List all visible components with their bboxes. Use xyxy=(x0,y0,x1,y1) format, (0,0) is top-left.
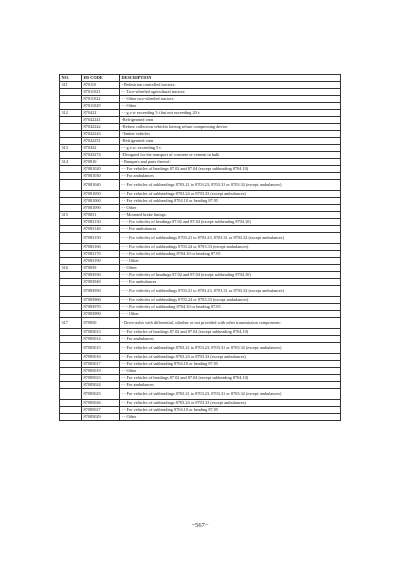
table-row xyxy=(60,354,341,361)
cell-no xyxy=(60,329,82,336)
cell-no xyxy=(60,166,82,173)
cell-description: - - For vehicles of subheadings 8703.24 or 8703.33 (except ambulances) xyxy=(120,354,341,361)
cell-hs-code: 87085025 xyxy=(82,389,120,400)
header-hs-code: HS CODE xyxy=(82,75,120,82)
cell-description: - - - For vehicles of subheading 8704.10 or heading 87.05 xyxy=(120,251,341,258)
cell-hs-code: 87085027 xyxy=(82,407,120,414)
cell-description: - - For vehicles of subheadings 8703.24 or 8703.33 (except ambulances) xyxy=(120,400,341,407)
table-row xyxy=(60,226,341,233)
table-row xyxy=(60,89,341,96)
cell-description: - - - For ambulances xyxy=(120,226,341,233)
table-row xyxy=(60,205,341,212)
cell-description: - - Other xyxy=(120,368,341,375)
table-row xyxy=(60,166,341,173)
table-row xyxy=(60,103,341,110)
table-header-row xyxy=(60,75,341,82)
table-row xyxy=(60,82,341,89)
cell-hs-code: 870810 xyxy=(82,159,120,166)
header-no: NO. xyxy=(60,75,82,82)
cell-hs-code: 87081060 xyxy=(82,198,120,205)
table-row xyxy=(60,297,341,304)
cell-description: - Pedestrian controlled tractors: xyxy=(120,82,341,89)
table-row xyxy=(60,329,341,336)
cell-no xyxy=(60,103,82,110)
cell-no xyxy=(60,400,82,407)
table-row xyxy=(60,145,341,152)
cell-description: - - Other xyxy=(120,103,341,110)
cell-description: - - For vehicles of subheadings 8703.24 or 8703.33 (except ambulances) xyxy=(120,191,341,198)
cell-no xyxy=(60,251,82,258)
cell-description: -Refrigerated vans xyxy=(120,117,341,124)
cell-description: - Bumpers and parts thereof: xyxy=(120,159,341,166)
cell-hs-code: 87011022 xyxy=(82,96,120,103)
tariff-table xyxy=(59,74,341,421)
cell-description: - - For vehicles of subheadings 8703.21 to 8703.23, 8703.31 or 8703.32 (except ambulances) xyxy=(120,343,341,354)
cell-description: - - For vehicles of headings 87.02 and 87.04 (except subheading 8704.10) xyxy=(120,329,341,336)
table-row xyxy=(60,286,341,297)
cell-description: - - - Other xyxy=(120,311,341,318)
cell-hs-code: 870850 xyxy=(82,318,120,329)
cell-no xyxy=(60,244,82,251)
cell-description: - - For vehicles of subheading 8704.10 or heading 87.05 xyxy=(120,407,341,414)
table-row xyxy=(60,368,341,375)
cell-hs-code: 87042242 xyxy=(82,124,120,131)
cell-hs-code: 87083160 xyxy=(82,244,120,251)
cell-no xyxy=(60,226,82,233)
cell-hs-code: 87085015 xyxy=(82,343,120,354)
cell-hs-code: 870831 xyxy=(82,212,120,219)
cell-no: 317 xyxy=(60,318,82,329)
cell-no xyxy=(60,89,82,96)
cell-hs-code: 87085023 xyxy=(82,375,120,382)
cell-no xyxy=(60,368,82,375)
cell-no xyxy=(60,152,82,159)
cell-description: - - For ambulances xyxy=(120,382,341,389)
cell-no xyxy=(60,354,82,361)
cell-description: - - Other xyxy=(120,414,341,421)
cell-hs-code: 87081020 xyxy=(82,166,120,173)
cell-hs-code: 87081040 xyxy=(82,180,120,191)
cell-no xyxy=(60,258,82,265)
cell-description: - - - For vehicles of subheadings 8703.21 to 8703.23, 8703.31 or 8703.32 (except ambulances) xyxy=(120,286,341,297)
cell-description: - - Other xyxy=(120,205,341,212)
table-row xyxy=(60,180,341,191)
cell-no xyxy=(60,311,82,318)
table-row xyxy=(60,233,341,244)
cell-description: - - - For ambulances xyxy=(120,279,341,286)
table-row xyxy=(60,407,341,414)
cell-description: - - g.v.w. exceeding 5 t: xyxy=(120,145,341,152)
table-row xyxy=(60,138,341,145)
cell-description: -Designed for the transport of concrete or cement in bulk xyxy=(120,152,341,159)
cell-description: - - For vehicles of headings 87.02 and 87.04 (except subheading 8704.10) xyxy=(120,375,341,382)
cell-no xyxy=(60,304,82,311)
cell-no xyxy=(60,286,82,297)
table-row xyxy=(60,251,341,258)
table-row xyxy=(60,159,341,166)
table-row xyxy=(60,110,341,117)
cell-no xyxy=(60,336,82,343)
table-row xyxy=(60,152,341,159)
table-row xyxy=(60,198,341,205)
cell-description: - - Other two-wheeled tractors xyxy=(120,96,341,103)
cell-no xyxy=(60,382,82,389)
table-row xyxy=(60,304,341,311)
cell-hs-code: 87085016 xyxy=(82,354,120,361)
cell-description: - - For ambulances xyxy=(120,173,341,180)
cell-no xyxy=(60,173,82,180)
cell-no xyxy=(60,138,82,145)
table-row xyxy=(60,279,341,286)
table-row xyxy=(60,96,341,103)
cell-no xyxy=(60,272,82,279)
table-row xyxy=(60,265,341,272)
table-row xyxy=(60,382,341,389)
cell-hs-code: 87085014 xyxy=(82,336,120,343)
table-row xyxy=(60,361,341,368)
cell-description: - - Other: xyxy=(120,265,341,272)
table-row xyxy=(60,389,341,400)
cell-no xyxy=(60,279,82,286)
cell-hs-code: 87042243 xyxy=(82,131,120,138)
cell-hs-code: 87085019 xyxy=(82,368,120,375)
cell-hs-code: 87081090 xyxy=(82,205,120,212)
cell-hs-code: 87081030 xyxy=(82,173,120,180)
cell-hs-code: 870422 xyxy=(82,110,120,117)
cell-description: - - - For vehicles of headings 87.02 and 87.04 (except subheading 8704.10) xyxy=(120,272,341,279)
cell-no xyxy=(60,233,82,244)
cell-description: - - For vehicles of subheadings 8703.21 to 8703.23, 8703.31 or 8703.32 (except ambulances) xyxy=(120,180,341,191)
cell-hs-code: 87085013 xyxy=(82,329,120,336)
cell-hs-code: 87085026 xyxy=(82,400,120,407)
cell-no xyxy=(60,191,82,198)
cell-hs-code: 87081050 xyxy=(82,191,120,198)
table-row xyxy=(60,336,341,343)
cell-hs-code: 87085029 xyxy=(82,414,120,421)
cell-hs-code: 87083170 xyxy=(82,251,120,258)
cell-description: -Refrigerated vans xyxy=(120,138,341,145)
table-row xyxy=(60,212,341,219)
cell-description: - - - For vehicles of headings 87.02 and 87.04 (except subheading 8704.10) xyxy=(120,219,341,226)
table-row xyxy=(60,131,341,138)
cell-hs-code: 87083950 xyxy=(82,286,120,297)
cell-description: -Tanker vehicles xyxy=(120,131,341,138)
table-row xyxy=(60,258,341,265)
table-row xyxy=(60,375,341,382)
table-row xyxy=(60,414,341,421)
cell-no xyxy=(60,361,82,368)
cell-description: - - - For vehicles of subheading 8704.10 or heading 87.05 xyxy=(120,304,341,311)
cell-hs-code: 87083190 xyxy=(82,258,120,265)
cell-no xyxy=(60,297,82,304)
cell-no: 311 xyxy=(60,82,82,89)
header-description: DESCRIPTION xyxy=(120,75,341,82)
cell-description: - - For vehicles of subheading 8704.10 or heading 87.05 xyxy=(120,198,341,205)
cell-no xyxy=(60,375,82,382)
cell-hs-code: 87011021 xyxy=(82,89,120,96)
table-row xyxy=(60,191,341,198)
table-row xyxy=(60,173,341,180)
cell-description: - - - Other xyxy=(120,258,341,265)
cell-no xyxy=(60,414,82,421)
cell-no xyxy=(60,407,82,414)
cell-hs-code: 87083140 xyxy=(82,226,120,233)
table-row xyxy=(60,318,341,329)
cell-description: - - For vehicles of subheading 8704.10 or heading 87.05 xyxy=(120,361,341,368)
cell-no xyxy=(60,131,82,138)
cell-hs-code: 87083150 xyxy=(82,233,120,244)
cell-no xyxy=(60,389,82,400)
cell-hs-code: 87011029 xyxy=(82,103,120,110)
table-row xyxy=(60,272,341,279)
cell-hs-code: 870110 xyxy=(82,82,120,89)
cell-hs-code: 87043274 xyxy=(82,152,120,159)
page-number: −567− xyxy=(191,522,209,529)
cell-no: 313 xyxy=(60,145,82,152)
cell-description: -Refuse collection vehicles having refuse compressing device xyxy=(120,124,341,131)
cell-description: - - - For vehicles of subheadings 8703.24 or 8703.33 (except ambulances) xyxy=(120,297,341,304)
cell-no xyxy=(60,198,82,205)
cell-no xyxy=(60,96,82,103)
cell-no xyxy=(60,219,82,226)
table-row xyxy=(60,244,341,251)
cell-hs-code: 870839 xyxy=(82,265,120,272)
cell-hs-code: 87042241 xyxy=(82,117,120,124)
cell-description: - - - For vehicles of subheadings 8703.24 or 8703.33 (except ambulances) xyxy=(120,244,341,251)
cell-no xyxy=(60,205,82,212)
cell-hs-code: 87083990 xyxy=(82,311,120,318)
cell-description: - - For vehicles of subheadings 8703.21 to 8703.23, 8703.31 or 8703.32 (except ambulances) xyxy=(120,389,341,400)
cell-hs-code: 87083960 xyxy=(82,297,120,304)
cell-hs-code: 87083130 xyxy=(82,219,120,226)
cell-no xyxy=(60,124,82,131)
cell-description: - - For ambulances xyxy=(120,336,341,343)
cell-hs-code: 87083940 xyxy=(82,279,120,286)
cell-no xyxy=(60,180,82,191)
table-row xyxy=(60,311,341,318)
table-row xyxy=(60,343,341,354)
cell-no: 315 xyxy=(60,212,82,219)
table-row xyxy=(60,124,341,131)
cell-hs-code: 87042251 xyxy=(82,138,120,145)
cell-no xyxy=(60,343,82,354)
cell-description: - Drive-axles with differential, whether or not provided with other transmission components: xyxy=(120,318,341,329)
cell-description: - - - For vehicles of subheadings 8703.21 to 8703.23, 8703.31 or 8703.32 (except ambulances) xyxy=(120,233,341,244)
cell-hs-code: 870432 xyxy=(82,145,120,152)
cell-hs-code: 87085024 xyxy=(82,382,120,389)
cell-no: 316 xyxy=(60,265,82,272)
cell-description: - - For vehicles of headings 87.02 and 87.04 (except subheading 8704.10) xyxy=(120,166,341,173)
cell-no xyxy=(60,117,82,124)
table-body xyxy=(60,82,341,421)
cell-hs-code: 87083930 xyxy=(82,272,120,279)
cell-description: - - Mounted brake linings: xyxy=(120,212,341,219)
cell-no: 314 xyxy=(60,159,82,166)
table-row xyxy=(60,219,341,226)
table-row xyxy=(60,117,341,124)
table-row xyxy=(60,400,341,407)
cell-hs-code: 87083970 xyxy=(82,304,120,311)
cell-description: - - Two-wheeled agricultural tractors xyxy=(120,89,341,96)
cell-hs-code: 87085017 xyxy=(82,361,120,368)
cell-description: - - g.v.w exceeding 5 t but not exceeding 20 t: xyxy=(120,110,341,117)
cell-no: 312 xyxy=(60,110,82,117)
